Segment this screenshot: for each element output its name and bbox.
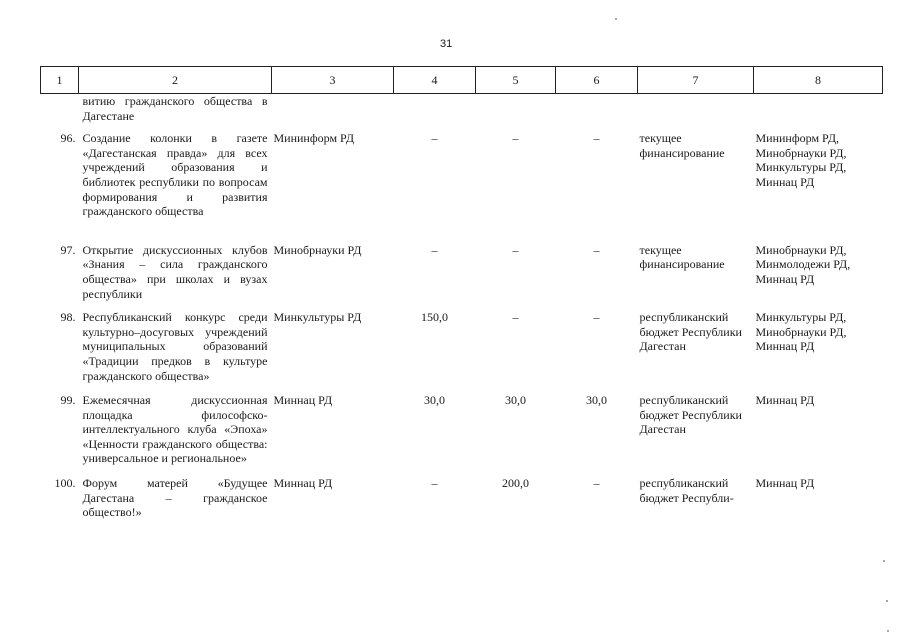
row-number [41,94,79,132]
col5-value: – [512,131,519,146]
row-number: 98. [60,310,76,325]
executor: Миннац РД [273,476,333,491]
col6-value [556,94,638,132]
participants: Минобрнауки РД, Минмолодежи РД, Миннац РД [755,242,851,286]
executor [272,94,394,132]
col5-value: 200,0 [502,476,529,491]
col6-value: – [593,242,600,257]
participants: Мининформ РД, Минобрнауки РД, Минкультуры РД, Миннац РД [755,131,847,189]
col4-value: – [431,476,438,491]
header-col-8: 8 [754,67,883,94]
table-row [41,393,883,476]
col5-value [476,94,556,132]
activity-description: Открытие дискуссионных клубов «Знания – сила гражданского общества» при школах и вузах республики [82,242,268,301]
funding-source: республиканский бюджет Республики Дагестан [639,393,742,437]
col6-value: 30,0 [586,393,607,408]
col6-value: – [593,310,600,325]
header-col-6: 6 [556,67,638,94]
col5-value: – [512,242,519,257]
scan-speck [883,560,885,562]
col4-value: – [431,242,438,257]
col4-value: 30,0 [424,393,445,408]
table-row [41,476,883,520]
header-col-7: 7 [638,67,754,94]
col6-value: – [593,476,600,491]
executor: Миннац РД [273,393,333,408]
header-col-2: 2 [79,67,272,94]
row-number: 99. [60,393,76,408]
funding-source: текущее финансирование [639,242,725,272]
scan-speck [615,18,617,20]
funding-source [638,94,754,132]
header-col-4: 4 [394,67,476,94]
participants [754,94,883,132]
activity-description: Создание колонки в газете «Дагестанская правда» для всех учреждений образования и библиотек республики по вопросам формирования и развития гражданского общества [82,131,268,219]
participants: Миннац РД [755,393,815,408]
activity-description: Республиканский конкурс среди культурно–досуговых учреждений муниципальных образований «Традиции предков в культуре гражданского общества» [82,310,268,383]
executor: Минобрнауки РД [273,242,362,257]
executor: Минкультуры РД [273,310,362,325]
col4-value: – [431,131,438,146]
col6-value: – [593,131,600,146]
col5-value: – [512,310,519,325]
table-header-row [41,67,883,94]
executor: Мининформ РД [273,131,355,146]
activity-description: Ежемесячная дискуссионная площадка философско-интеллектуального клуба «Эпоха» «Ценности гражданского общества: универсальное и региональное» [82,393,268,466]
table-row [41,131,883,243]
funding-source: текущее финансирование [639,131,725,160]
col4-value: 150,0 [421,310,448,325]
activity-description: витию гражданского общества в Дагестане [82,94,268,123]
table-row [41,243,883,310]
participants: Миннац РД [755,476,815,491]
table-row [41,310,883,393]
page-number-text: 31 [440,38,453,50]
row-number: 100. [54,476,76,491]
activities-table [40,66,883,520]
header-col-1: 1 [41,67,79,94]
scan-speck [887,630,889,632]
participants: Минкультуры РД, Минобрнауки РД, Миннац РД [755,310,847,354]
funding-source: республиканский бюджет Республи- [639,476,734,505]
funding-source: республиканский бюджет Республики Дагестан [639,310,742,354]
table-row [41,94,883,132]
col4-value [394,94,476,132]
scan-speck [886,600,888,602]
activity-description: Форум матерей «Будущее Дагестана – гражданское общество!» [82,476,268,520]
header-col-3: 3 [272,67,394,94]
col5-value: 30,0 [505,393,526,408]
row-number: 96. [60,131,76,146]
header-col-5: 5 [476,67,556,94]
row-number: 97. [60,242,76,257]
